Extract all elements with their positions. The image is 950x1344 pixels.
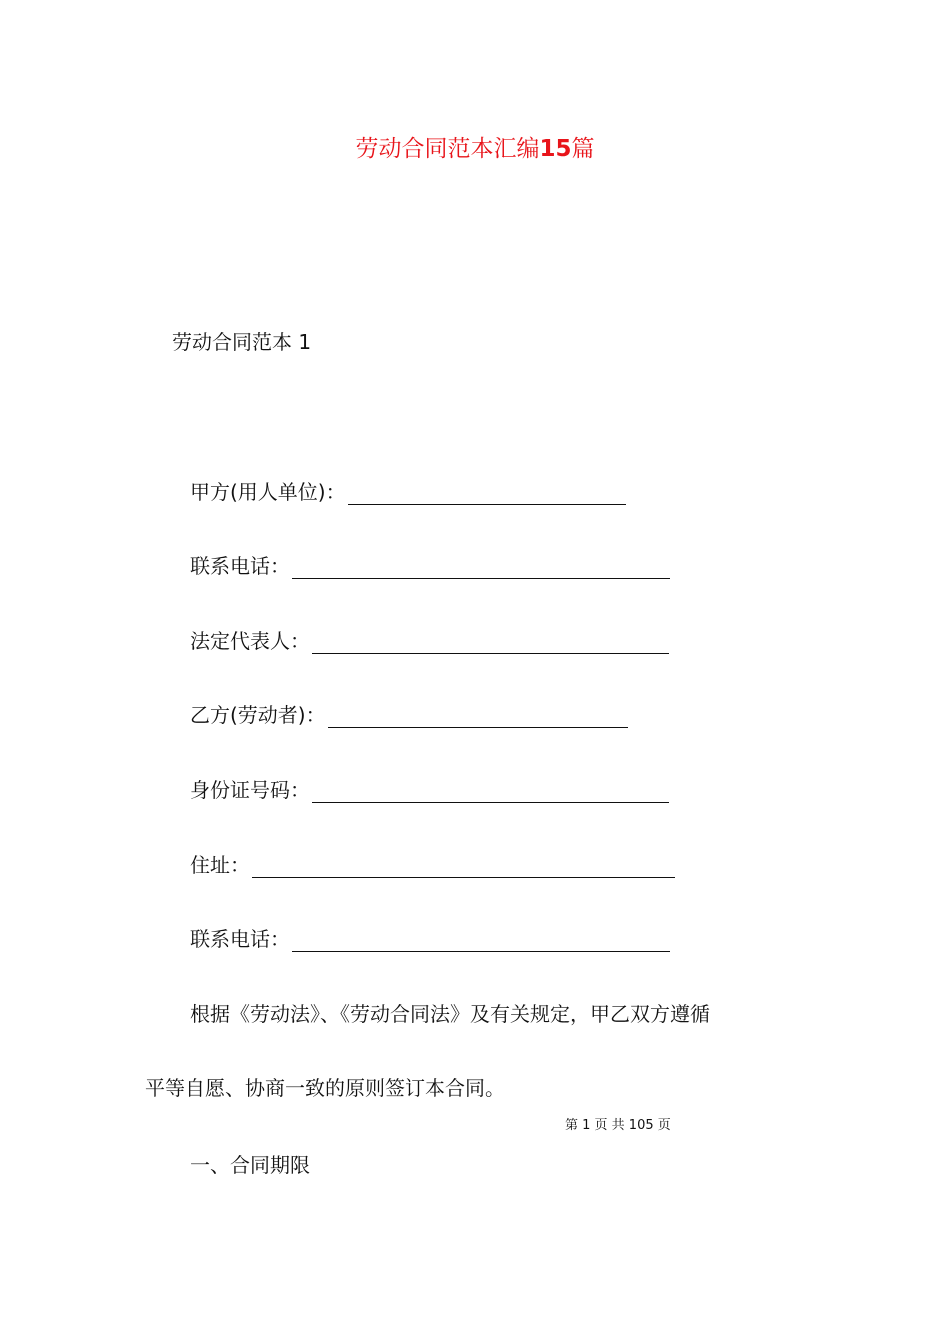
field-employee-phone — [190, 923, 670, 952]
field-id-number — [190, 774, 669, 803]
field-legal-representative — [190, 625, 669, 654]
field-blank-line[interactable] — [292, 929, 670, 952]
field-blank-line[interactable] — [312, 780, 669, 803]
field-label: 法定代表人： — [190, 629, 310, 653]
field-blank-line[interactable] — [328, 705, 628, 728]
field-label: 身份证号码： — [190, 778, 310, 802]
field-blank-line[interactable] — [292, 556, 670, 579]
section-heading: 一、合同期限 — [190, 1153, 310, 1177]
title-prefix: 劳动合同范本汇编 — [355, 136, 540, 162]
page-number: 第 1 页 共 105 页 — [565, 1118, 671, 1133]
field-label: 住址： — [190, 853, 250, 877]
field-employer — [190, 476, 626, 505]
field-label: 甲方(用人单位)： — [190, 480, 346, 504]
field-blank-line[interactable] — [312, 631, 669, 654]
title-number: 15 — [539, 136, 572, 162]
field-label: 联系电话： — [190, 927, 290, 951]
field-address — [190, 849, 675, 878]
field-label: 乙方(劳动者)： — [190, 703, 326, 727]
document-title — [0, 130, 950, 163]
paragraph-line: 根据《劳动法》、《劳动合同法》及有关规定，甲乙双方遵循 — [190, 1002, 710, 1026]
section-title: 劳动合同范本 1 — [172, 330, 312, 354]
field-employer-phone — [190, 550, 670, 579]
title-suffix: 篇 — [571, 136, 595, 162]
paragraph-line: 平等自愿、协商一致的原则签订本合同。 — [145, 1076, 505, 1100]
field-blank-line[interactable] — [252, 855, 675, 878]
field-employee — [190, 699, 628, 728]
field-blank-line[interactable] — [348, 482, 626, 505]
field-label: 联系电话： — [190, 554, 290, 578]
